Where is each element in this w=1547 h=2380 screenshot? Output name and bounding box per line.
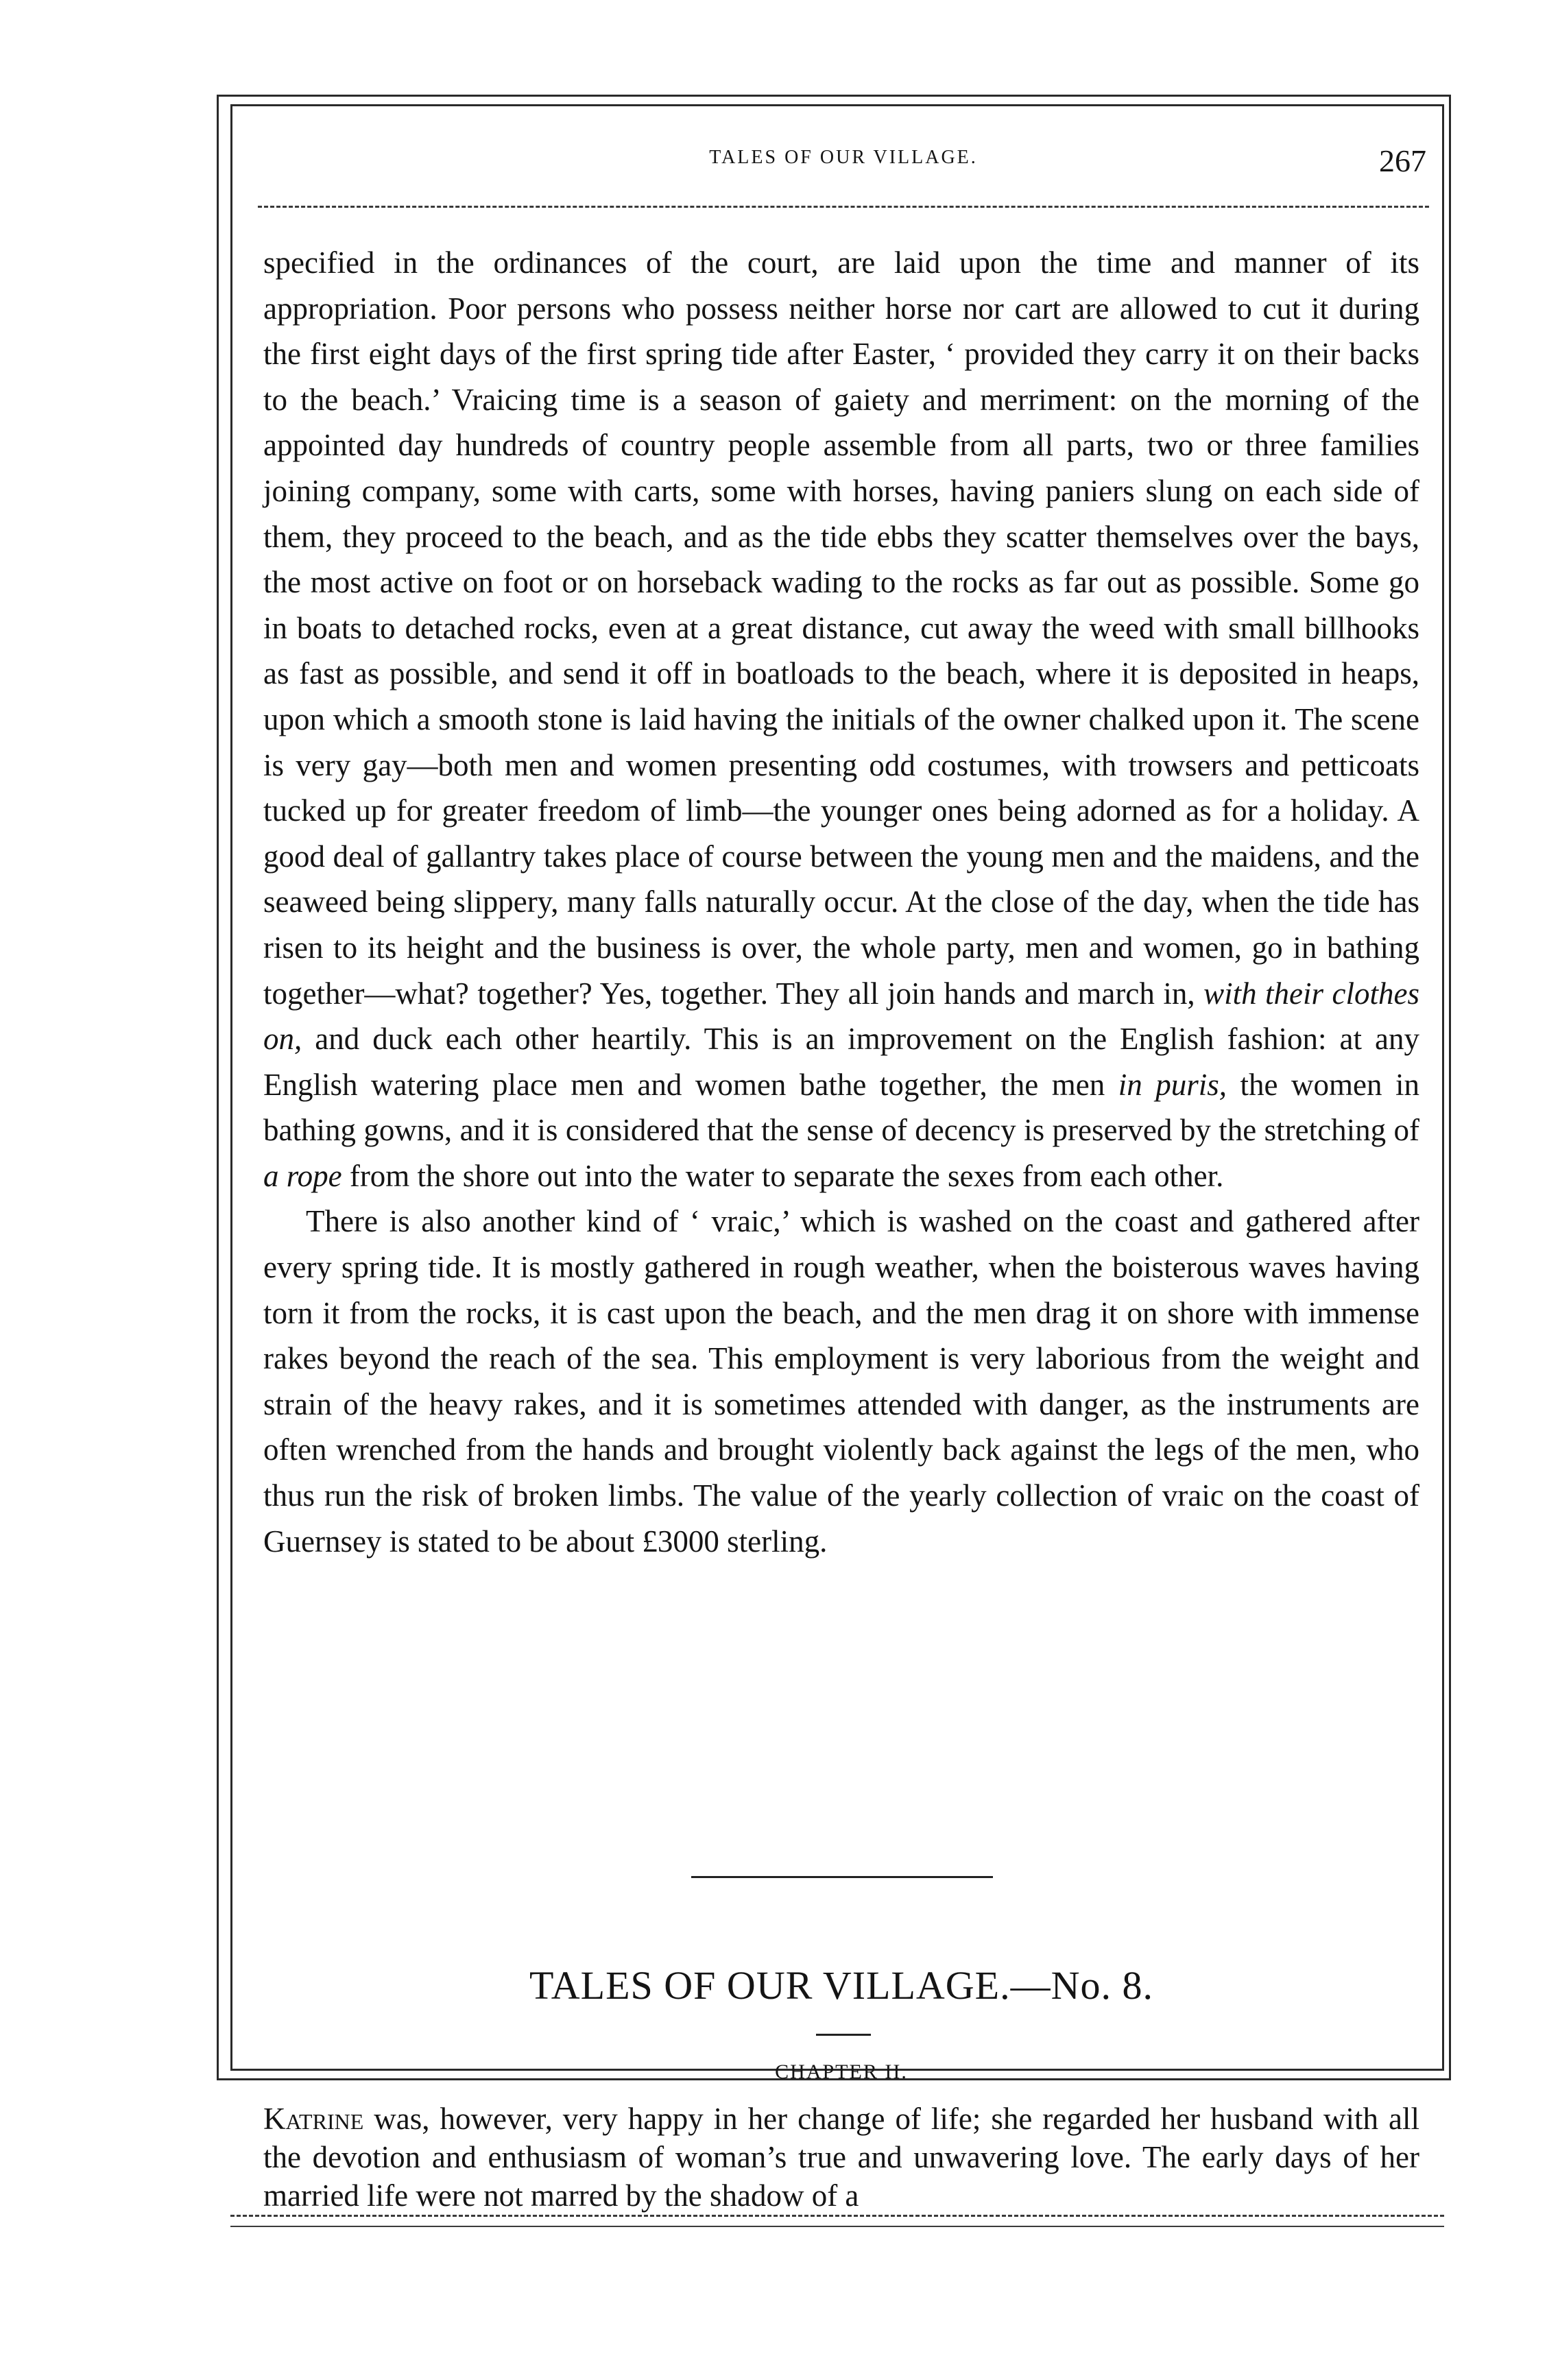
chapter-label: CHAPTER II. bbox=[775, 2060, 908, 2083]
paragraph-text: the women in bathing gowns, and it is considered that the sense of decency is preserved by the stretching of bbox=[263, 1067, 1420, 1148]
footer-rule bbox=[230, 2215, 1444, 2217]
paragraph-text: and duck each other heartily. This is an improvement on the English fashion: at any English watering place men and women bathe together, the men bbox=[263, 1022, 1419, 1102]
italic-phrase: in puris, bbox=[1118, 1067, 1227, 1102]
opening-word: Katrine bbox=[263, 2102, 364, 2136]
italic-phrase: a rope bbox=[263, 1158, 342, 1193]
footer-rule-lower bbox=[230, 2226, 1444, 2227]
running-title: TALES OF OUR VILLAGE. bbox=[709, 147, 978, 168]
chapter-opening bbox=[263, 2100, 1419, 2215]
paragraph-text: from the shore out into the water to separate the sexes from each other. bbox=[349, 1158, 1224, 1193]
chapter-heading: TALES OF OUR VILLAGE.—No. 8. bbox=[529, 1963, 1153, 2008]
italic-phrase: with their clothes on, bbox=[263, 976, 1419, 1057]
page-number: 267 bbox=[1379, 143, 1426, 178]
heading-rule bbox=[816, 2034, 871, 2036]
paragraph-vraic-kind: There is also another kind of ‘ vraic,’ which is washed on the coast and gathered after every spring tide. It is mostly gathered in rough weather, when the boisterous waves having torn it from the rocks, it is cast upon the beach, and the men drag it on shore with immense rakes beyond the reach of the sea. This employment is very laborious from the weight and strain of the heavy rakes, and it is sometimes attended with danger, as the instruments are often wrenched from the hands and brought violently back against the legs of the men, who thus run the risk of broken limbs. The value of the yearly collection of vraic on the coast of Guernsey is stated to be about £3000 sterling. bbox=[263, 1204, 1419, 1559]
opening-text: was, however, very happy in her change of life; she regarded her husband with all the devotion and enthusiasm of woman’s true and unwavering love. The early days of her married life were not marred by the shadow of a bbox=[263, 2102, 1420, 2213]
running-head bbox=[261, 143, 1426, 184]
opening-paragraph bbox=[263, 2100, 1419, 2215]
paragraph-vraicing bbox=[263, 240, 1419, 1199]
header-divider bbox=[258, 206, 1429, 208]
section-divider bbox=[691, 1876, 993, 1878]
paragraph-text: specified in the ordinances of the court, are laid upon the time and manner of its appropriation. Poor persons who possess neither horse nor cart are allowed to cut it during the first eight days of the first spring tide after Easter, ‘ provided they carry it on their backs to the beach.’ Vraicing time is a season of gaiety and merriment: on the morning of the appointed day hundreds of country people assemble from all parts, two or three families joining company, some with carts, some with horses, having paniers slung on each side of them, they proceed to the beach, and as the tide ebbs they scatter themselves over the bays, the most active on foot or on horseback wading to the rocks as far out as possible. Some go in boats to detached rocks, even at a great distance, cut away the weed with small billhooks as fast as possible, and send it off in boatloads to the beach, where it is deposited in heaps, upon which a smooth stone is laid having the initials of the owner chalked upon it. The scene is very gay—both men and women presenting odd costumes, with trowsers and petticoats tucked up for greater freedom of limb—the younger ones being adorned as for a holiday. A good deal of gallantry takes place of course between the young men and the maidens, and the seaweed being slippery, many falls naturally occur. At the close of the day, when the tide has risen to its height and the business is over, the whole party, men and women, go in bathing together—what? together? Yes, together. They all join hands and march in, bbox=[263, 245, 1419, 1011]
article-body bbox=[263, 240, 1419, 1564]
